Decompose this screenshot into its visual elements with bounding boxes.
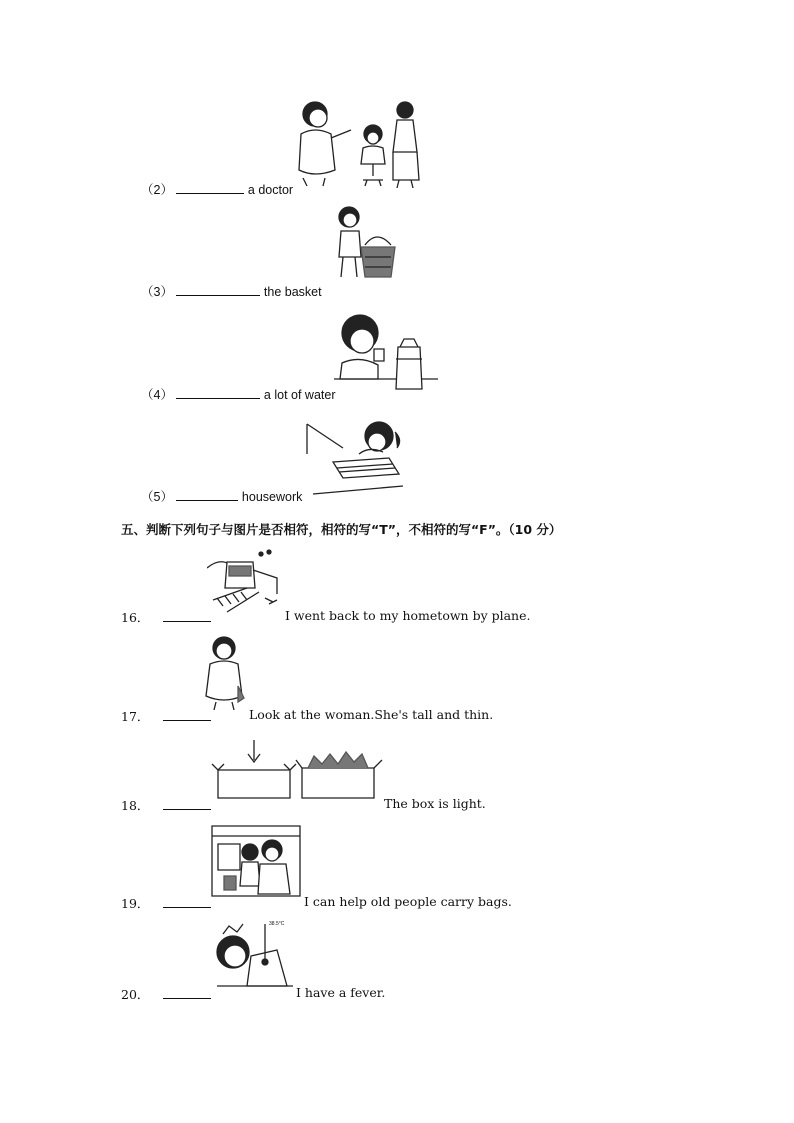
item-20-row	[121, 985, 211, 1003]
item-18-number: 18．	[121, 798, 150, 813]
item-19-answer-blank[interactable]	[163, 896, 211, 908]
item-4-row	[141, 385, 336, 403]
item-3-answer-blank[interactable]	[176, 284, 260, 296]
item-20-sentence: I have a fever.	[296, 985, 386, 1000]
item-2-number: （2）	[141, 183, 173, 197]
item-4-number: （4）	[141, 388, 173, 402]
item-3-phrase: the basket	[263, 285, 322, 299]
item-19-row	[121, 894, 211, 912]
item-2-phrase: a doctor	[247, 183, 294, 197]
item-5-phrase: housework	[241, 490, 303, 504]
doctor-illustration	[293, 100, 428, 188]
boxes-illustration	[210, 734, 386, 802]
item-5-row	[141, 487, 302, 505]
item-3-row	[141, 282, 322, 300]
helping-illustration	[210, 824, 302, 898]
item-20-answer-blank[interactable]	[163, 987, 211, 999]
item-16-answer-blank[interactable]	[163, 610, 211, 622]
item-16-sentence: I went back to my hometown by plane.	[285, 608, 531, 623]
item-5-number: （5）	[141, 490, 173, 504]
item-19-sentence: I can help old people carry bags.	[304, 894, 512, 909]
item-4-answer-blank[interactable]	[176, 387, 260, 399]
woman-illustration	[202, 636, 248, 710]
item-19-number: 19．	[121, 896, 150, 911]
housework-illustration	[303, 418, 409, 498]
item-17-answer-blank[interactable]	[163, 709, 211, 721]
thermometer-label: 38.5°C	[269, 921, 285, 927]
item-18-answer-blank[interactable]	[163, 798, 211, 810]
item-20-number: 20．	[121, 987, 150, 1002]
item-16-number: 16．	[121, 610, 150, 625]
item-17-row	[121, 707, 211, 725]
basket-illustration	[327, 205, 397, 287]
water-illustration	[334, 313, 438, 393]
item-4-phrase: a lot of water	[263, 388, 336, 402]
item-18-sentence: The box is light.	[384, 796, 486, 811]
item-5-answer-blank[interactable]	[176, 489, 238, 501]
item-3-number: （3）	[141, 285, 173, 299]
item-17-number: 17．	[121, 709, 150, 724]
item-16-row	[121, 608, 211, 626]
item-2-row	[141, 180, 293, 198]
train-illustration	[207, 548, 283, 614]
fever-illustration	[207, 916, 295, 990]
item-2-answer-blank[interactable]	[176, 182, 244, 194]
section-5-heading: 五、判断下列句子与图片是否相符，相符的写“T”，不相符的写“F”。（10 分）	[121, 522, 562, 537]
item-17-sentence: Look at the woman.She's tall and thin.	[249, 707, 494, 722]
item-18-row	[121, 796, 211, 814]
